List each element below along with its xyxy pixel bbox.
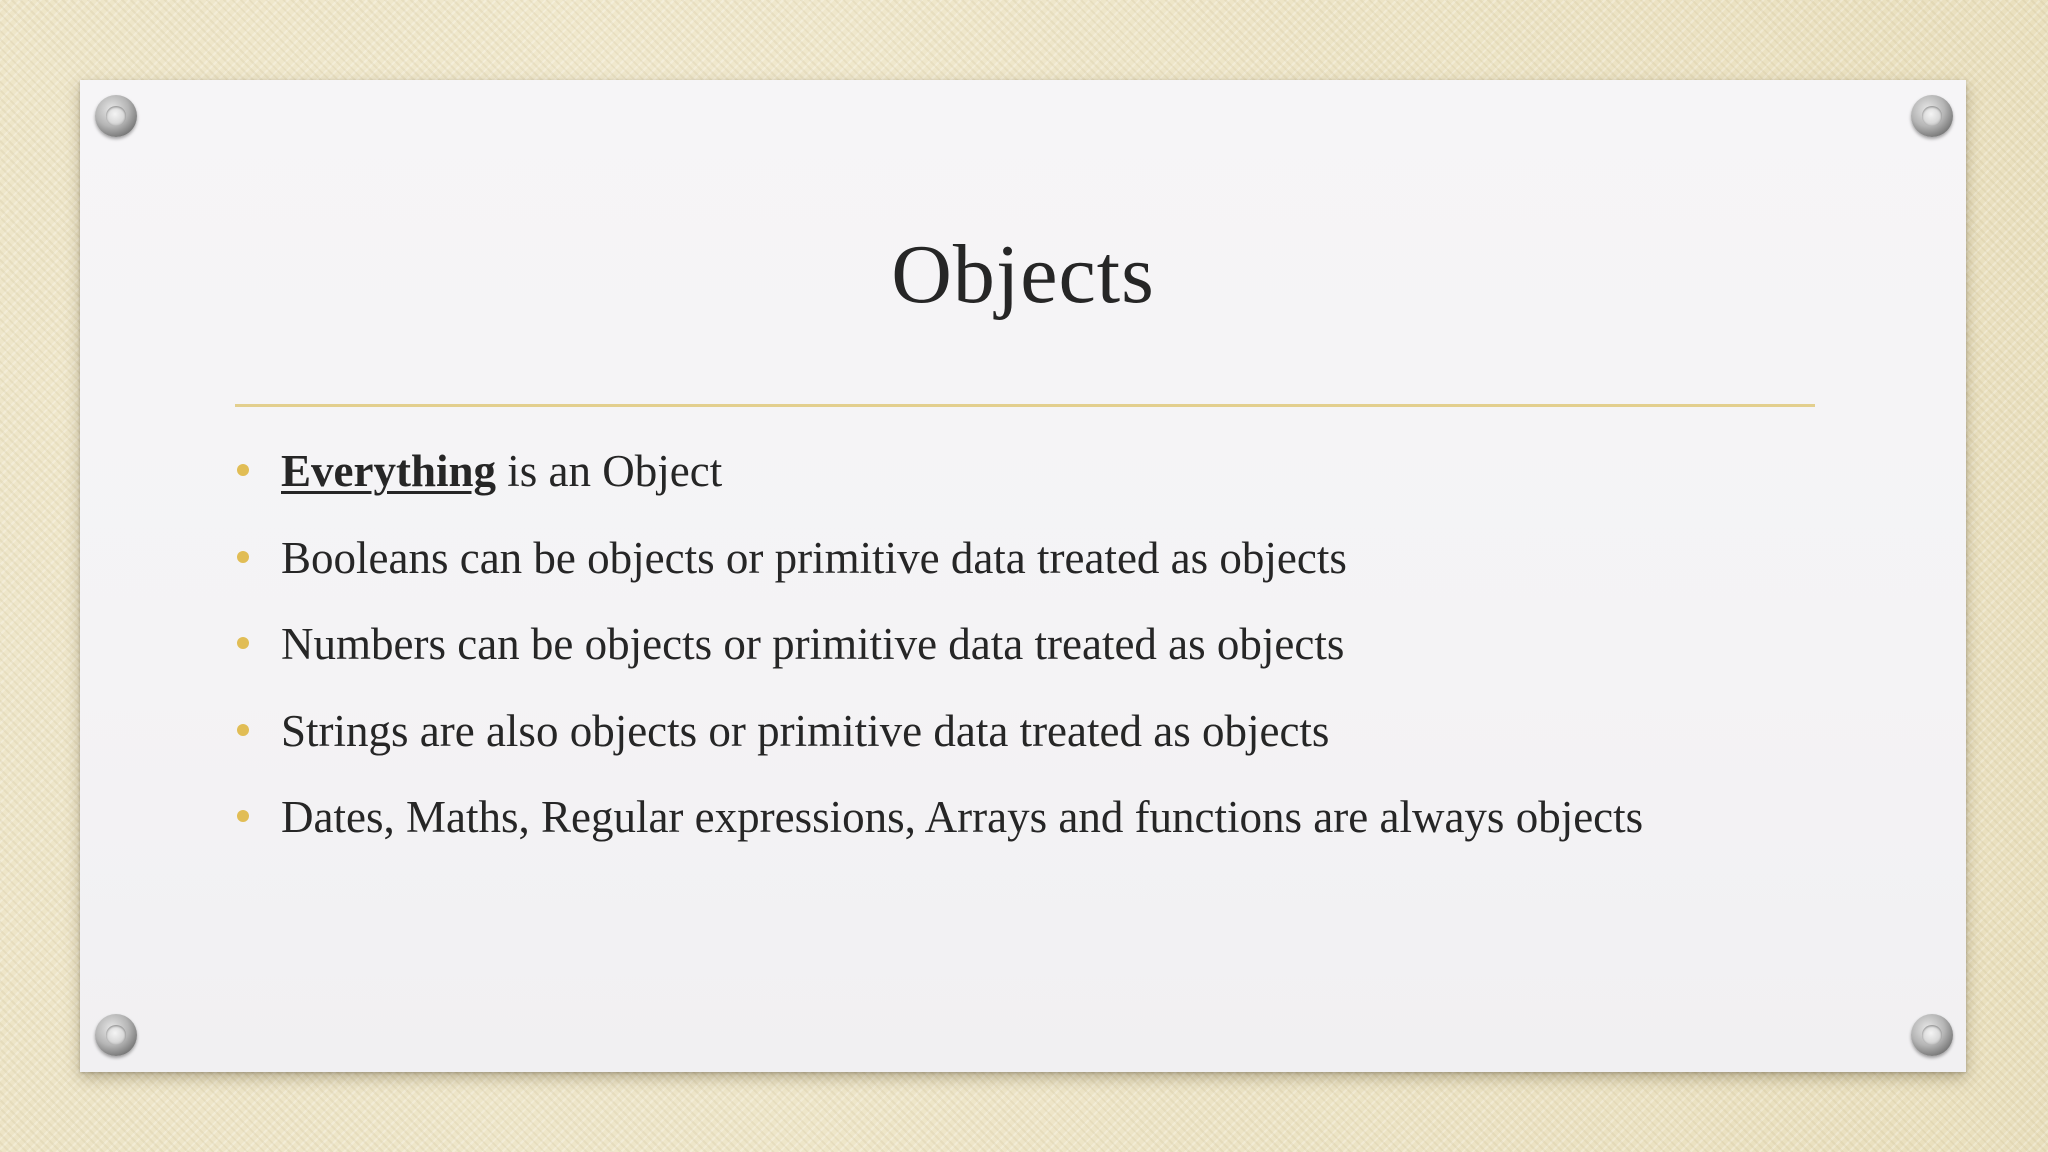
list-item <box>235 430 1835 517</box>
list-item <box>235 776 1835 863</box>
bullet-text: Booleans can be objects or primitive data treated as objects <box>281 532 1347 583</box>
slide-title: Objects <box>891 228 1155 321</box>
grommet-icon-top-right <box>1911 95 1953 137</box>
grommet-icon-top-left <box>95 95 137 137</box>
list-item <box>235 690 1835 777</box>
grommet-icon-bottom-right <box>1911 1014 1953 1056</box>
grommet-icon-bottom-left <box>95 1014 137 1056</box>
bullet-list <box>235 430 1835 863</box>
bullet-text: Dates, Maths, Regular expressions, Arrays and functions are always objects <box>281 792 1644 842</box>
bullet-text: Strings are also objects or primitive data treated as objects <box>281 705 1330 756</box>
list-item <box>235 517 1835 604</box>
bullet-dot-icon <box>237 810 249 822</box>
bullet-dot-icon <box>237 464 249 476</box>
bullet-text: Numbers can be objects or primitive data treated as objects <box>281 619 1345 669</box>
bullet-dot-icon <box>237 637 249 649</box>
list-item <box>235 603 1835 690</box>
title-divider <box>235 404 1815 407</box>
bullet-dot-icon <box>237 551 249 563</box>
emphasis-word: Everything <box>281 446 497 496</box>
bullet-text: is an Object <box>496 446 723 496</box>
bullet-dot-icon <box>237 724 249 736</box>
